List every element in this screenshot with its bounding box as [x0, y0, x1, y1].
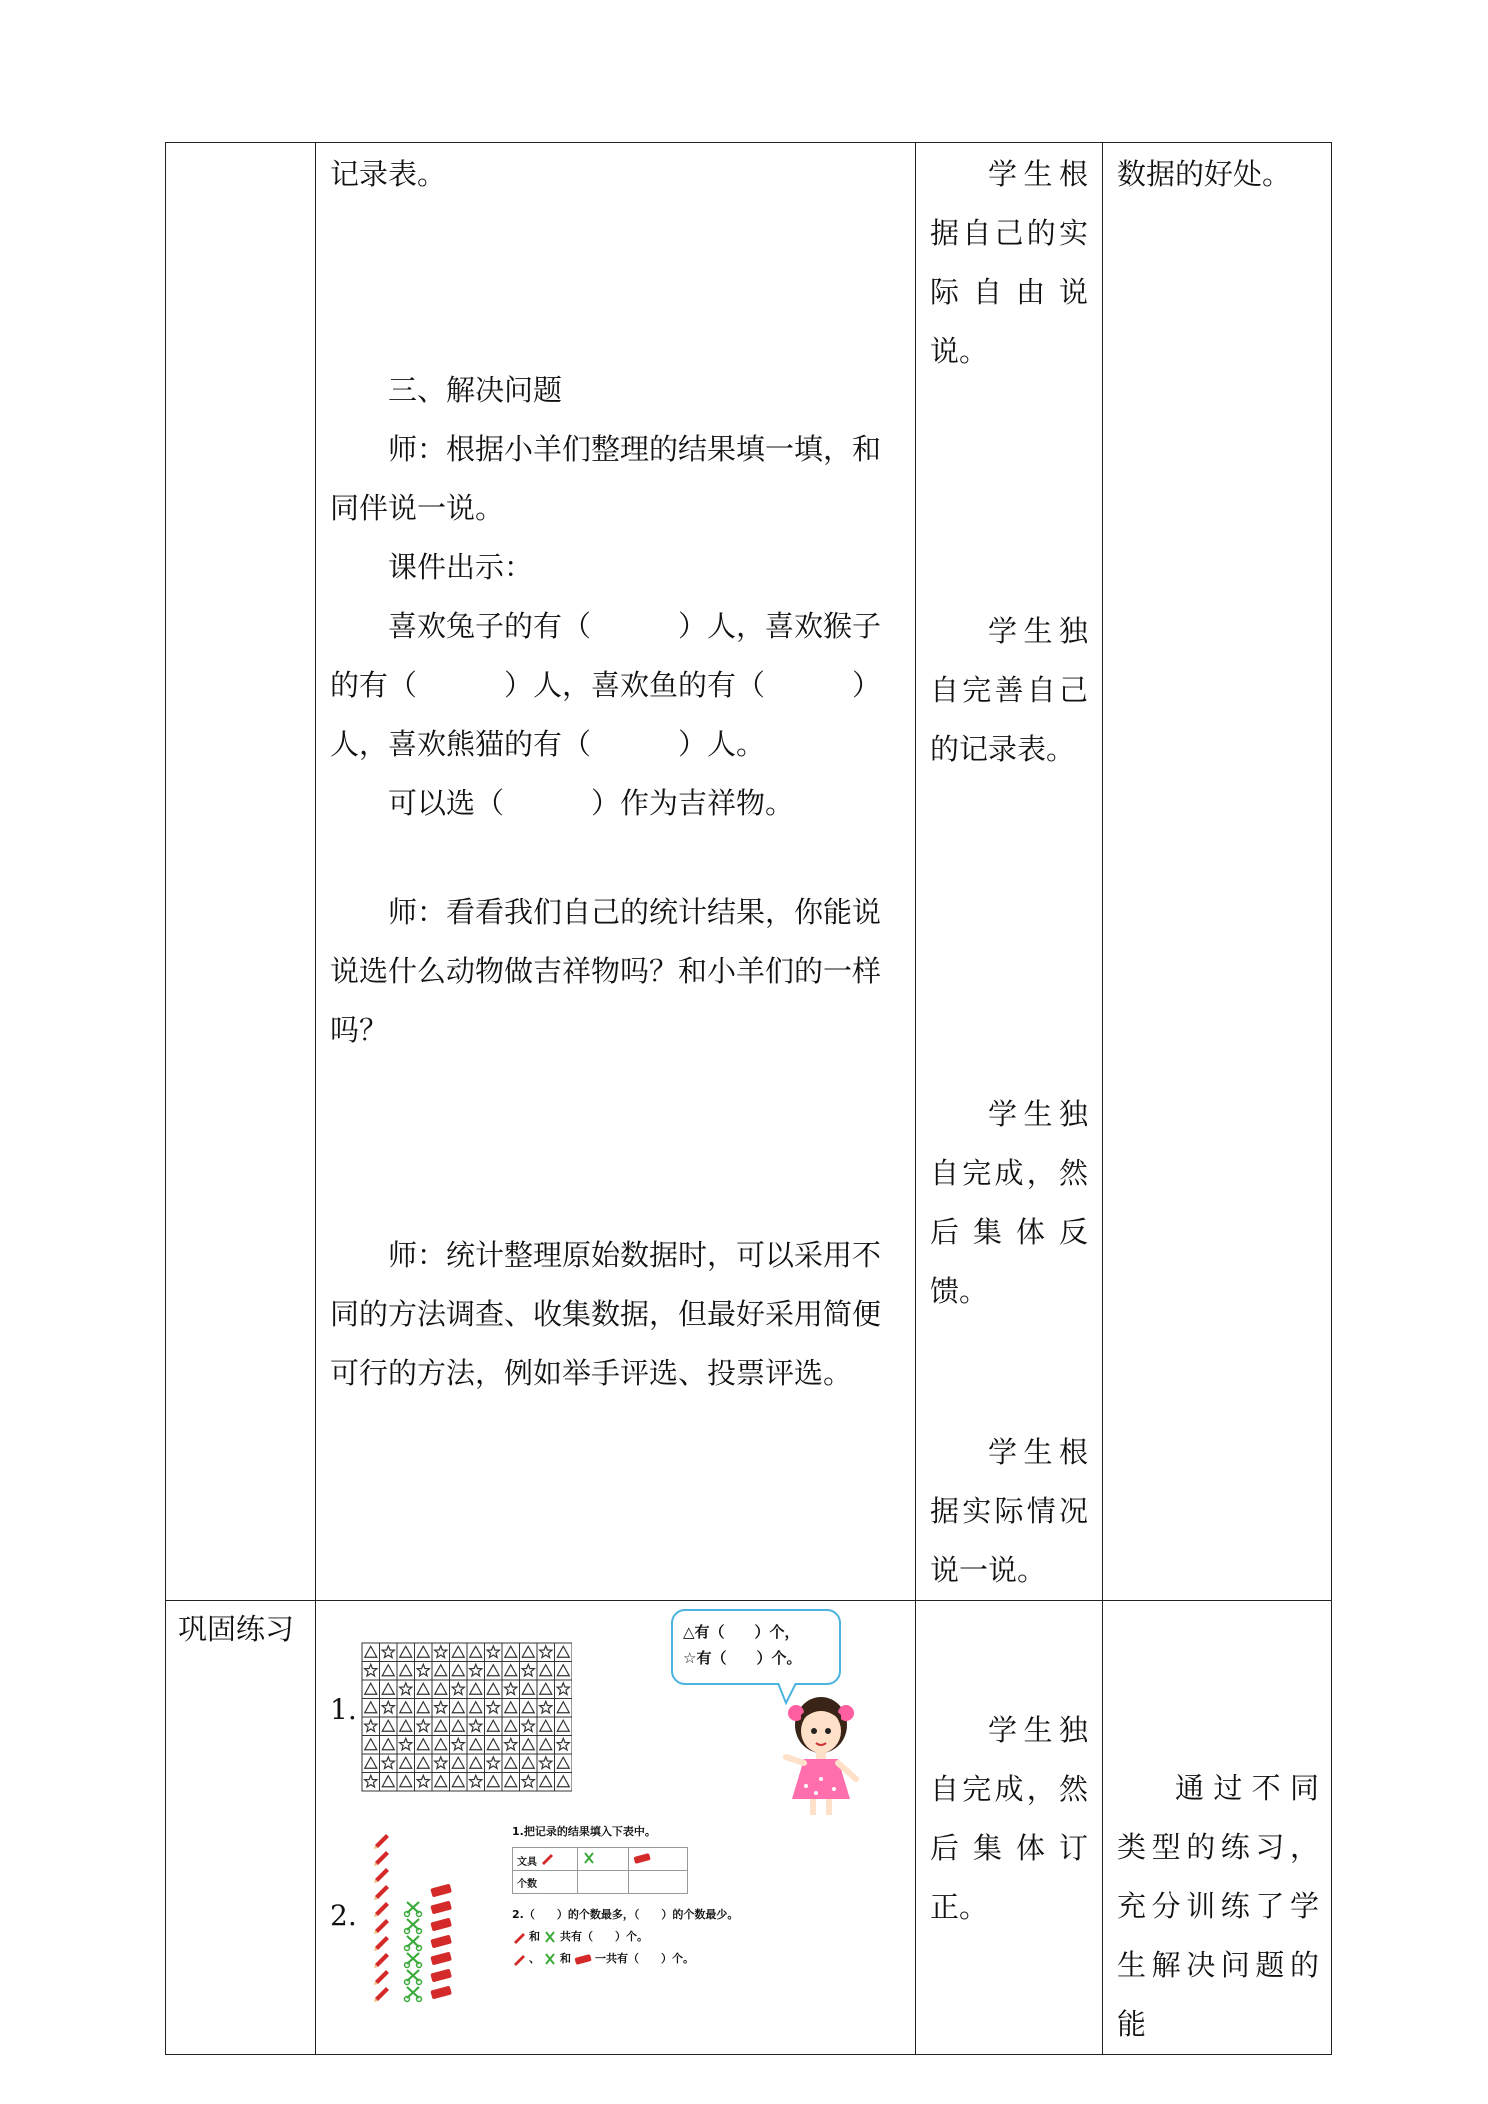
activity-paragraph: 可以选（ ）作为吉祥物。	[388, 786, 795, 820]
activity-paragraph: 喜欢兔子的有（ ）人，喜欢猴子的有（ ）人，喜欢鱼的有（ ）人，喜欢熊猫的有（ ）人。	[330, 609, 882, 761]
scissors-icon	[405, 1936, 422, 1951]
eraser-icon	[574, 1953, 592, 1965]
scissors-icon	[405, 1987, 422, 2002]
section-heading: 三、解决问题	[388, 373, 563, 407]
eraser-icon	[430, 1986, 452, 2000]
pencil-icon	[374, 1919, 389, 1934]
question-text: 和	[529, 1930, 540, 1943]
worksheet-header-cell	[513, 1848, 578, 1871]
activity-text	[316, 143, 915, 1403]
intent-text: 数据的好处。	[1117, 157, 1292, 191]
exercise-area	[316, 1601, 915, 2016]
scissors-icon	[582, 1851, 596, 1865]
worksheet-row-label: 个数	[513, 1871, 578, 1894]
question-text: 、	[529, 1952, 540, 1965]
scissors-icon	[543, 1952, 557, 1966]
table-row	[513, 1871, 688, 1894]
student-paragraph: 学生独自完成，然后集体订正。	[930, 1713, 1088, 1924]
worksheet-question: 2.（ ）的个数最多，（ ）的个数最少。	[512, 1908, 739, 1921]
speech-bubble	[671, 1609, 841, 1685]
worksheet-table	[512, 1847, 688, 1894]
pencil-icon	[374, 1834, 389, 1849]
student-paragraph: 学生根据自己的实际自由说说。	[930, 157, 1088, 368]
table-row	[166, 1601, 1332, 2055]
student-paragraph: 学生根据实际情况说一说。	[930, 1435, 1088, 1587]
scissors-icon	[543, 1930, 557, 1944]
intent-cell	[1103, 1601, 1332, 2055]
pencil-icon	[512, 1952, 526, 1966]
student-text	[916, 1601, 1102, 1937]
stage-label: 巩固练习	[178, 1612, 295, 1646]
exercise-cell	[316, 1601, 916, 2055]
eraser-icon	[430, 1969, 452, 1983]
worksheet-question	[512, 1948, 712, 1970]
worksheet-cell	[628, 1871, 687, 1894]
question-text: 一共有（ ）个。	[595, 1952, 694, 1965]
exercise-number: 2.	[330, 1899, 357, 1932]
activity-paragraph: 师：看看我们自己的统计结果，你能说说选什么动物做吉祥物吗？和小羊们的一样吗？	[330, 895, 882, 1047]
table-row	[513, 1848, 688, 1871]
stage-cell	[166, 143, 316, 1601]
pencil-icon	[512, 1930, 526, 1944]
student-cell	[916, 1601, 1103, 2055]
bubble-line: ☆有（ ）个。	[683, 1649, 802, 1667]
activity-paragraph: 记录表。	[330, 157, 447, 191]
student-text	[916, 143, 1102, 1600]
pencil-icon	[374, 1987, 389, 2002]
activity-cell	[316, 143, 916, 1601]
pencil-icon	[374, 1970, 389, 1985]
question-text: 和	[560, 1952, 571, 1965]
stage-cell	[166, 1601, 316, 2055]
student-cell	[916, 143, 1103, 1601]
student-paragraph: 学生独自完成，然后集体反馈。	[930, 1097, 1088, 1308]
pencil-icon	[374, 1902, 389, 1917]
question-text: 共有（ ）个。	[560, 1930, 648, 1943]
stationery-label: 文具	[517, 1856, 537, 1868]
eraser-icon	[633, 1852, 651, 1864]
worksheet-cell	[578, 1871, 629, 1894]
eraser-icon	[430, 1918, 452, 1932]
scissors-icon	[405, 1919, 422, 1934]
activity-paragraph: 课件出示：	[388, 550, 534, 584]
exercise-number: 1.	[330, 1693, 357, 1726]
worksheet	[512, 1823, 739, 1970]
pencil-icon	[374, 1851, 389, 1866]
worksheet-title: 1.把记录的结果填入下表中。	[512, 1825, 656, 1838]
student-paragraph: 学生独自完善自己的记录表。	[930, 614, 1088, 766]
eraser-icon	[430, 1935, 452, 1949]
stationery-figure	[370, 1826, 460, 2006]
worksheet-header-cell	[628, 1848, 687, 1871]
girl-illustration	[776, 1691, 866, 1821]
intent-cell	[1103, 143, 1332, 1601]
pencil-icon	[374, 1868, 389, 1883]
lesson-plan-table	[165, 142, 1332, 2055]
eraser-icon	[430, 1952, 452, 1966]
eraser-icon	[430, 1884, 452, 1898]
eraser-icon	[430, 1901, 452, 1915]
pencil-icon	[374, 1953, 389, 1968]
activity-paragraph: 师：统计整理原始数据时，可以采用不同的方法调查、收集数据，但最好采用简便可行的方法，例如举手评选、投票评选。	[330, 1238, 882, 1390]
intent-paragraph: 通过不同类型的练习，充分训练了学生解决问题的能	[1117, 1771, 1319, 2041]
worksheet-header-cell	[578, 1848, 629, 1871]
intent-text	[1103, 1601, 1331, 2054]
scissors-icon	[405, 1953, 422, 1968]
pencil-icon	[540, 1851, 554, 1865]
pencil-icon	[374, 1885, 389, 1900]
pencil-icon	[374, 1936, 389, 1951]
worksheet-question	[512, 1926, 712, 1948]
scissors-icon	[405, 1902, 422, 1917]
stage-label	[166, 143, 315, 147]
shape-grid-figure	[360, 1641, 572, 1793]
table-row	[166, 143, 1332, 1601]
bubble-line: △有（ ）个，	[683, 1623, 800, 1641]
scissors-icon	[405, 1970, 422, 1985]
activity-paragraph: 师：根据小羊们整理的结果填一填，和同伴说一说。	[330, 432, 882, 525]
